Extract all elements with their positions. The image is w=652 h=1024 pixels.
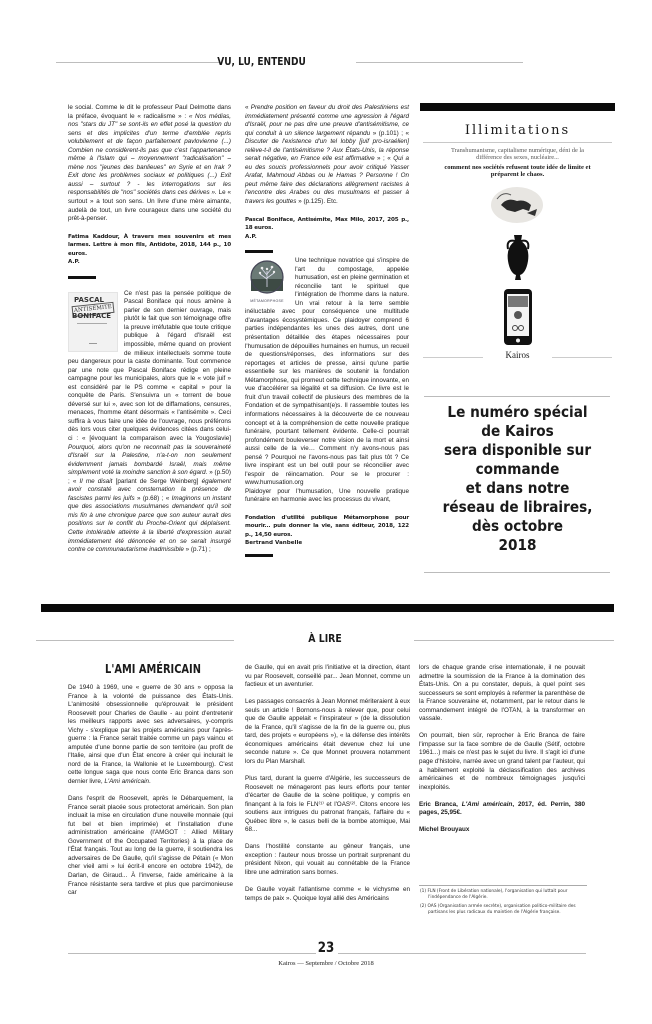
metamorphose-logo: MÉTAMORPHOSE — [245, 259, 289, 303]
review1-signature: A.P. — [68, 259, 80, 266]
ad-top-band — [420, 103, 615, 111]
review3-credit: Fondation d'utilité publique Métamorphose pour mourir... puis donner la vie, sans éditeur, 2018, 122 p., 14,50 euros. — [245, 514, 409, 538]
article-paragraph: De 1940 à 1969, une « guerre de 30 ans » opposa la France à la volonté de puissance des États-Unis. L'animosité obsessionnelle qu'éprouvait le président Roosevelt pour Charles de Gaulle - au point d'entretenir les meilleurs rapports avec ses adversaires, y-compris Vichy - s'explique par les projets américains pour l'après-guerre : la France serait traitée comme un pays vaincu et amputée d'une bonne partie de son territoire (au profit de l'Italie, ainsi que d'un État encore à créer qui inclurait le nord de la France, la Wallonie et le Luxembourg). C'est cette longue saga que nous conte Eric Branca dans son dernier livre, L'Ami américain. — [68, 684, 233, 786]
ad-title: Illimitations — [464, 123, 571, 138]
page-divider-band — [41, 604, 614, 612]
article-paragraph: De Gaulle voyait l'atlantisme comme « le vichysme en temps de paix ». Quoique loyal allié des Américains — [245, 886, 410, 902]
review2-text: PASCAL ANTISÉMITE BONIFACE Ce n'est pas la pensée politique de Pascal Boniface qui nous amène à parler de son dernier ouvrage, mais plutôt le fait que son témoignage offre la preuve irréfutable que toute critique publique à l'égard d'Israël est impossible, même quand on provient de milieux intellectuels somme toute peu dangereux pour la caste dominante. Tout commence par une note que Pascal Boniface rédige en pleine campagne pour les municipales, alors que le « vote juif » est considéré par le PS comme « capital » pour la conquête de Paris. S'ensuivra un « torrent de boue déversé sur lui », avec son lot de diffamations, censures, menaces, l'homme étant désormais « l'antisémite ». Ceci suffira à vous faire une idée de l'ouvrage, nous préférons dès lors vous citer quelques évidences citées dans celui-ci : « [évoquant la comparaison avec la Yougoslavie] Pourquoi, alors qu'on ne reconnaît pas la souveraineté d'Israël sur la Palestine, n'a-t-on non seulement évidemment jamais bombardé Israël, mais même simplement voté la moindre sanction à son égard. » (p.50) ; « Il me disait [parlant de Serge Weinberg] également avoir constaté avec consternation la présence de fascistes parmi les juifs » (p.68) ; « Imaginons un instant que des associations musulmanes demandent qu'il soit mis fin à une chronique parce que son auteur aurait des positions sur le conflit du Proche-Orient qui déplaisent. Cette intolérable atteinte à la liberté d'expression aurait immédiatement été dénoncée et on se serait insurgé contre ce communautarisme inadmissible » (p.71) ; — [68, 289, 231, 554]
review3-signature: Bertrand Vanbelle — [245, 540, 303, 547]
cover-subtitle-line — [77, 323, 107, 324]
section-title: À LIRE — [308, 632, 342, 645]
article-reference: Eric Branca, L'Ami américain, 2017, éd. Perrin, 380 pages, 25,95€. — [419, 800, 585, 817]
brand-name: Kairos — [505, 349, 530, 360]
article-paragraph: lors de chaque grande crise internationale, il ne pouvait admettre la soumission de la France à la domination des États-Unis. On a pu constater, depuis, à quel point ses successeurs se sont employés à refermer la parenthèse de la France souveraine et, notamment, par le retour dans le commandement intégré de l'OTAN, à la transformer en vassale. — [419, 664, 585, 723]
amphora-icon — [503, 233, 533, 283]
column-1 — [68, 104, 231, 555]
illimitations-ad — [420, 111, 615, 364]
amphora-illustration — [503, 233, 533, 283]
article-signature: Michel Brouyaux — [419, 826, 470, 834]
cave-painting-icon — [487, 185, 549, 227]
smartphone-illustration — [503, 288, 533, 346]
ad-tagline: comment nos sociétés refusent toute idée de limite et préparent le chaos. — [444, 164, 591, 179]
review1-text: le social. Comme le dit le professeur Paul Delmotte dans la préface, évoquant le « radicalisme » : « Nos médias, nos "stars du JT" se sont-ils en effet posé la question du sens et des implicites d'un terme d'emblée repris volubilement et de façon parfaitement pavlovienne (...) Combien ne considèrent-ils pas que c'est l'appartenance même à l'Islam qui – moyennement "radicalisation" – mène nos "jeunes des banlieues" en Syrie et en Irak ? Exit donc les problèmes sociaux et politiques (...) Exit aussi – surtout ? - les interrogations sur les responsabilités de "nos" sociétés dans ces dérives ». Le « surtout » a tout son sens. Un livre d'une mère aimante, audelà de tout, un livre courageux dans une société du prêt-à-penser. — [68, 104, 231, 223]
cover-publisher-mark — [89, 343, 97, 344]
cave-painting-illustration — [487, 185, 549, 227]
footnote: (1) FLN (Front de Libération nationale), l'organisation qui luttait pour l'indépendance de l'Algérie. — [420, 889, 568, 900]
promo-rule-top — [424, 396, 610, 397]
review2-text-cont: « Prendre position en faveur du droit des Palestiniens est immédiatement présenté comme une agression à l'égard d'Israël, pour ne pas dire une preuve d'antisémitisme, ce qui conduit à un silence largement répandu » (p.101) ; « Discuter de l'existence d'un tel lobby [juif pro-israélien] relève-t-il de l'antisémitisme ? Aux États-Unis, la réponse serait négative, en France elle est affirmative » ; « Qui a eu des soucis professionnels pour avoir critiqué Yasser Arafat, Mahmoud Abbas ou le Hamas ? Personne ! On peut même faire des déclarations allègrement racistes à l'encontre des Arabes ou des musulmans et passer à travers les gouttes » (p.125). Etc. — [245, 104, 410, 206]
review2-credit: Pascal Boniface, Antisémite, Max Milo, 2017, 205 p., 18 euros. — [245, 216, 409, 232]
footnotes — [420, 889, 590, 919]
review3-text: MÉTAMORPHOSE Une technique novatrice qui s'inspire de l'art du compostage, appelée humusation, est en pleine germination et réconcilie tant le spirituel que l'intégration de l'homme dans la nature. Un vrai retour à la terre semble inéluctable avec pour conséquence une multitude d'avantages écosystémiques. Ce plaidoyer comprend 6 parties indépendantes les unes des autres, dont une présentation détaillée des étapes nécessaires pour l'humusation de dépouilles humaines en humus, un recueil de questions/réponses, des informations sur des reportages et articles de presse, ainsi qu'une partie essentielle sur les manières de soutenir la fondation Métamorphose, qui promeut cette technique innovante, en vue d'accélérer sa légalité et sa diffusion. Ce livre est le fruit d'un travail collectif de plusieurs des membres de la Fondation et de sympathisant(e)s. Il rassemble toutes les informations nécessaires à la découverte de ce nouveau concept et à la compréhension de cette nouvelle pratique funéraire, pourtant tellement évidente. Celle-ci pourrait profondément bouleverser notre vision de la mort et ainsi aussi celle de la vie… Comment n'y avons-nous pas pensé ? Pourquoi ne l'avons-nous pas fait plus tôt ? Ce livre inspirant est un bel outil pour se réconcilier avec l'espoir de réincarnation. Pour se le procurer : www.humusation.org Plaidoyer pour l'humusation, Une nouvelle pratique funéraire en harmonie avec les processus du vivant, — [245, 257, 409, 504]
header-rule-right — [414, 640, 614, 641]
article-column-3 — [419, 664, 585, 835]
separator-bar — [245, 554, 273, 557]
promo-rule-bottom — [424, 572, 610, 573]
folio: Kairos — Septembre / Octobre 2018 — [278, 960, 374, 967]
smartphone-icon — [503, 288, 533, 346]
section-header-vu-lu-entendu — [56, 55, 467, 71]
ad-subtitle: Transhumanisme, capitalisme numérique, déni de la différence des sexes, nucléaire... — [450, 147, 585, 161]
article-paragraph: Plus tard, durant la guerre d'Algérie, les successeurs de Roosevelt ne ménageront pas leurs efforts pour tenter d'écarter de Gaulle de la scène politique, y compris en finançant à la fois le FLN⁽¹⁾ et l'OAS⁽²⁾. Citons encore les soutiens aux intrigues du patronat français, l'affaire du « Québec libre », le casus belli de la bombe atomique, Mai 68... — [245, 775, 410, 834]
article-paragraph: de Gaulle, qui en avait pris l'initiative et la direction, étant vu par Roosevelt, conseillé par... Jean Monnet, comme un factieux et un aventurier. — [245, 664, 410, 689]
book-cover-antisemite: PASCAL ANTISÉMITE BONIFACE — [68, 292, 118, 352]
kairos-brand-row — [420, 350, 615, 364]
section-header-a-lire — [36, 632, 614, 648]
footnote-rule — [419, 885, 587, 886]
article-paragraph: Dans l'esprit de Roosevelt, après le Débarquement, la France serait placée sous protectorat américain. Son plan incluait la mise en circulation d'une nouvelle monnaie (qui fut bel et bien imprimée) et l'installation d'une administration américaine (l'AMGOT : Allied Military Government of the Occupated Territories) à la place de l'État français. Tout au long de la guerre, il soutiendra les adversaires de De Gaulle, qu'il s'agisse de Pétain (« Mon cher vieil ami » lui écrit-il encore en octobre 1942), de Darlan, de Giraud... À l'inverse, l'aide américaine à la France résistante sera tardive et plus que parcimonieuse car — [68, 795, 233, 897]
page-number: 23 — [317, 940, 335, 956]
brand-rule-right — [552, 357, 612, 358]
footer-rule-right — [338, 953, 586, 954]
footnote: (2) OAS (Organisation armée secrète), organisation politico-militaire des partisans les plus radicaux du maintien de l'Algérie française. — [420, 904, 576, 915]
review1-credit: Fatima Kaddour, À travers mes souvenirs et mes larmes. Lettre à mon fils, Antidote, 2018, 144 p., 10 euros. — [68, 233, 231, 257]
review2-signature: A.P. — [245, 233, 257, 240]
ad-rule — [423, 142, 612, 143]
column-2 — [245, 104, 409, 557]
section-title: VU, LU, ENTENDU — [217, 55, 306, 68]
article-paragraph: Dans l'hostilité constante au gêneur français, une exception : l'auteur nous brosse un portrait surprenant du président Nixon, qui vouait au connétable de la France libre une admiration sans bornes. — [245, 843, 410, 876]
separator-bar — [68, 276, 96, 279]
separator-bar — [245, 250, 273, 253]
promo-announcement: Le numéro spécial de Kairos sera disponible sur commande et dans notre réseau de libraires, dès octobre 2018 — [442, 403, 593, 554]
article-paragraph: Les passages consacrés à Jean Monnet mériteraient à eux seuls un article ! Bornons-nous à relever que, pour celui que de Gaulle appelait « l'inspirateur » (de la dissolution de la France, qu'il s'agisse de la fin de la guerre ou, plus tard, des projets « européens »), « la défense des intérêts économiques américains était devenue chez lui une seconde nature ». Ce que Monnet prouvera notamment lors du Plan Marshall. — [245, 698, 410, 765]
header-rule-right — [356, 62, 523, 63]
tree-circle-icon — [245, 259, 289, 297]
article-paragraph: On pourrait, bien sûr, reprocher à Eric Branca de faire l'impasse sur la face sombre de de Gaulle (Sétif, octobre 1961...) mais ce n'est pas le sujet du livre. Il s'agit ici d'une page d'histoire, narrée avec un grand talent par l'auteur, qui a habilement exploité la déclassification des archives américaines et de nombreux témoignages jusqu'ici inexploités. — [419, 732, 585, 791]
article-title: L'AMI AMÉRICAIN — [105, 662, 201, 676]
article-column-1 — [68, 684, 233, 898]
article-column-2 — [245, 664, 410, 903]
